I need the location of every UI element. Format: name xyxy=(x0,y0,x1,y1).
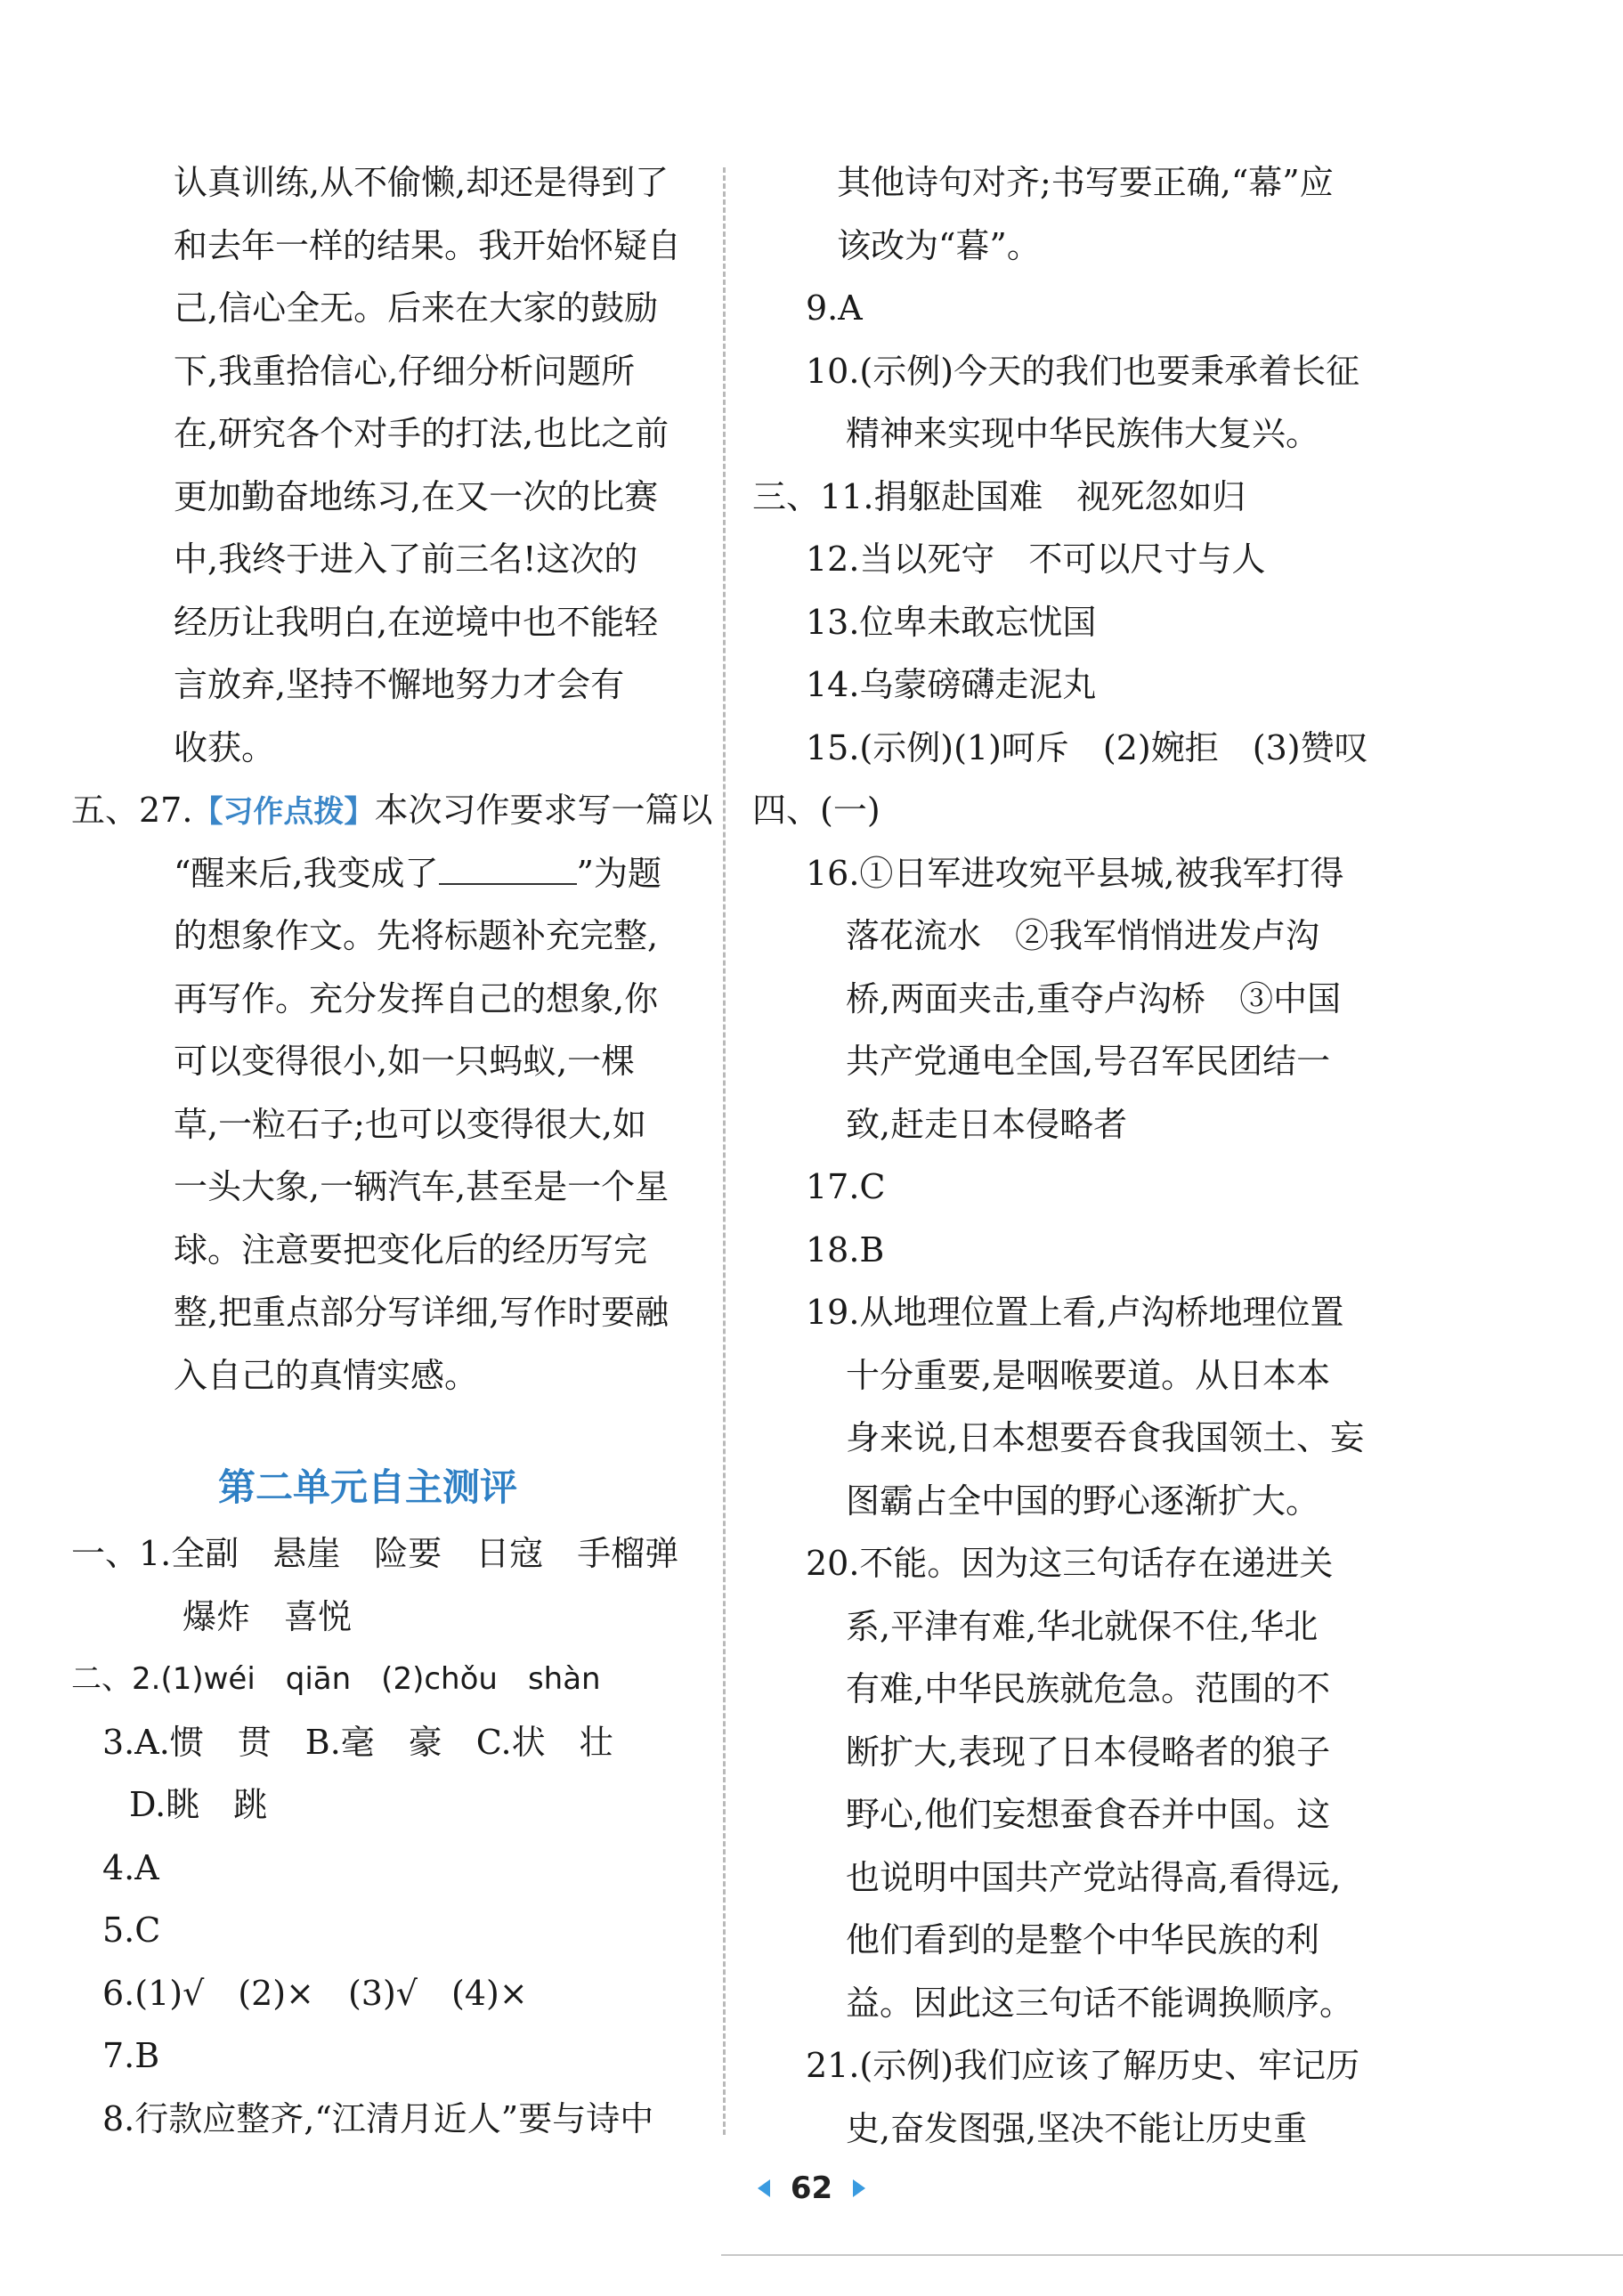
text-line: 20.不能。因为这三句话存在递进关 xyxy=(806,1544,1334,1583)
text-line: 15.(示例)(1)呵斥 (2)婉拒 (3)赞叹 xyxy=(806,727,1368,767)
text-after-blank: ”为题 xyxy=(576,853,661,893)
text-line: 图霸占全中国的野心逐渐扩大。 xyxy=(846,1481,1320,1521)
text-line: 十分重要,是咽喉要道。从日本本 xyxy=(846,1355,1331,1395)
text-before-blank: “醒来后,我变成了 xyxy=(174,853,439,893)
text-line: 益。因此这三句话不能调换顺序。 xyxy=(846,1983,1354,2023)
text-line: 一、1.全副 悬崖 险要 日寇 手榴弹 xyxy=(71,1534,679,1574)
page-footer xyxy=(0,2170,1623,2215)
fill-in-blank xyxy=(439,853,577,885)
text-line: 整,把重点部分写详细,写作时要融 xyxy=(174,1293,669,1332)
text-line: 断扩大,表现了日本侵略者的狼子 xyxy=(846,1732,1331,1772)
previous-page-arrow-icon[interactable] xyxy=(758,2179,770,2197)
text-line: 致,赶走日本侵略者 xyxy=(846,1104,1128,1144)
text-line: 中,我终于进入了前三名!这次的 xyxy=(174,540,638,579)
text-line: 7.B xyxy=(102,2036,160,2076)
question-text: 本次习作要求写一篇以 xyxy=(374,791,713,830)
text-line: 5.C xyxy=(102,1911,161,1951)
text-line: 3.A.惯 贯 B.毫 豪 C.状 壮 xyxy=(102,1722,613,1762)
text-line: 野心,他们妄想蚕食吞并中国。这 xyxy=(846,1795,1331,1834)
text-line: 入自己的真情实感。 xyxy=(174,1355,479,1395)
text-line: 三、11.捐躯赴国难 视死忽如归 xyxy=(752,476,1246,516)
question-27-line xyxy=(71,788,712,832)
text-line: 和去年一样的结果。我开始怀疑自 xyxy=(174,225,682,265)
text-line: 19.从地理位置上看,卢沟桥地理位置 xyxy=(806,1293,1344,1332)
page-number: 62 xyxy=(790,2170,833,2206)
text-line: 草,一粒石子;也可以变得很大,如 xyxy=(174,1104,646,1144)
text-line: 8.行款应整齐,“江清月近人”要与诗中 xyxy=(102,2098,654,2138)
column-divider xyxy=(723,167,726,2135)
text-line: 精神来实现中华民族伟大复兴。 xyxy=(846,414,1320,453)
text-line: 二、2.(1)wéi qiān (2)chǒu shàn xyxy=(71,1661,601,1698)
text-line: 下,我重拾信心,仔细分析问题所 xyxy=(174,351,636,391)
text-line: 他们看到的是整个中华民族的利 xyxy=(846,1920,1320,1959)
text-line: 爆炸 喜悦 xyxy=(183,1596,353,1636)
question-number: 五、27. xyxy=(71,791,193,830)
text-line: 收获。 xyxy=(174,727,276,767)
text-line: 认真训练,从不偷懒,却还是得到了 xyxy=(174,163,669,202)
text-line: 21.(示例)我们应该了解历史、牢记历 xyxy=(806,2046,1360,2085)
text-line: 在,研究各个对手的打法,也比之前 xyxy=(174,414,669,453)
next-page-arrow-icon[interactable] xyxy=(853,2179,865,2197)
title-blank-line xyxy=(174,851,661,896)
text-line: 12.当以死守 不可以尺寸与人 xyxy=(806,540,1266,579)
text-line: 18.B xyxy=(806,1229,885,1270)
text-line: 4.A xyxy=(102,1847,159,1887)
text-line: 史,奋发图强,坚决不能让历史重 xyxy=(846,2108,1308,2148)
text-line: 10.(示例)今天的我们也要秉承着长征 xyxy=(806,351,1360,391)
text-line: 可以变得很小,如一只蚂蚁,一棵 xyxy=(174,1042,636,1081)
text-line: 13.位卑未敢忘忧国 xyxy=(806,602,1097,642)
text-line: 9.A xyxy=(806,288,863,328)
text-line: 再写作。充分发挥自己的想象,你 xyxy=(174,978,659,1018)
text-line: D.眺 跳 xyxy=(129,1785,268,1825)
text-line: 共产党通电全国,号召军民团结一 xyxy=(846,1042,1331,1081)
text-line: 落花流水 ②我军悄悄进发卢沟 xyxy=(846,916,1320,955)
text-line: 16.①日军进攻宛平县城,被我军打得 xyxy=(806,853,1344,893)
text-line: 17.C xyxy=(806,1167,886,1206)
text-line: 该改为“暮”。 xyxy=(837,225,1041,265)
text-line: 6.(1)√ (2)× (3)√ (4)× xyxy=(102,1973,528,2013)
text-line: 其他诗句对齐;书写要正确,“幕”应 xyxy=(837,163,1334,202)
text-line: 身来说,日本想要吞食我国领土、妄 xyxy=(846,1418,1365,1457)
text-line: 经历让我明白,在逆境中也不能轻 xyxy=(174,602,659,642)
text-line: 也说明中国共产党站得高,看得远, xyxy=(846,1857,1342,1897)
text-line: 己,信心全无。后来在大家的鼓励 xyxy=(174,288,659,328)
section-title: 第二单元自主测评 xyxy=(218,1465,518,1510)
text-line: 14.乌蒙磅礴走泥丸 xyxy=(806,665,1097,704)
writing-tip-label: 【习作点拨】 xyxy=(192,794,375,830)
text-line: 有难,中华民族就危急。范围的不 xyxy=(846,1669,1331,1708)
text-line: 系,平津有难,华北就保不住,华北 xyxy=(846,1606,1319,1646)
text-line: 四、(一) xyxy=(752,791,880,830)
text-line: 言放弃,坚持不懈地努力才会有 xyxy=(174,665,625,704)
text-line: 更加勤奋地练习,在又一次的比赛 xyxy=(174,476,659,516)
text-line: 球。注意要把变化后的经历写完 xyxy=(174,1229,648,1270)
text-line: 的想象作文。先将标题补充完整, xyxy=(174,916,659,955)
text-line: 桥,两面夹击,重夺卢沟桥 ③中国 xyxy=(846,978,1342,1018)
bottom-rule xyxy=(721,2254,1623,2256)
text-line: 一头大象,一辆汽车,甚至是一个星 xyxy=(174,1167,669,1206)
